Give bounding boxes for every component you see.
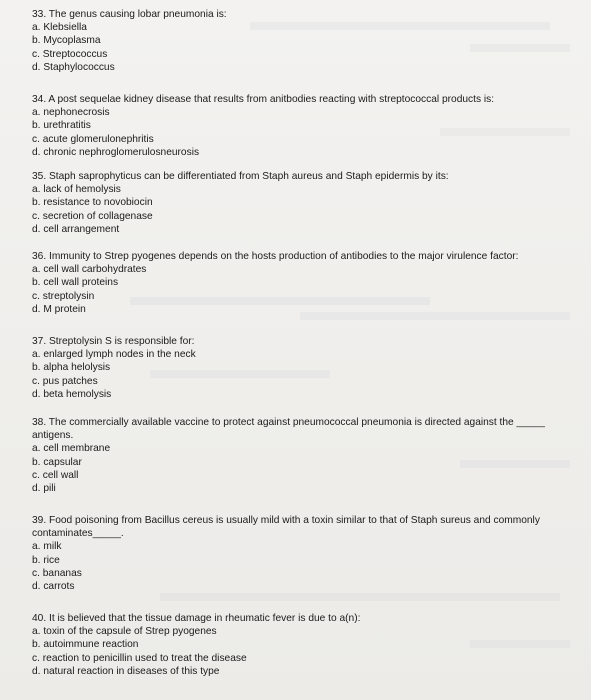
answer-option: b. Mycoplasma [32, 35, 101, 47]
answer-option: a. lack of hemolysis [32, 184, 121, 196]
question-stem: 35. Staph saprophyticus can be differentiated from Staph aureus and Staph epidermis by its: [32, 171, 449, 182]
answer-option: d. beta hemolysis [32, 388, 112, 400]
question-34 [32, 93, 580, 159]
answer-option: d. carrots [32, 581, 75, 593]
answer-option: c. cell wall [32, 469, 79, 481]
question-37 [32, 335, 580, 401]
answer-option: c. streptolysin [32, 290, 95, 302]
answer-option: b. alpha helolysis [32, 362, 111, 374]
question-38 [32, 416, 572, 495]
answer-option: a. toxin of the capsule of Strep pyogenes [32, 626, 217, 638]
answer-option: b. urethratitis [32, 120, 91, 132]
answer-option: c. Streptococcus [32, 48, 108, 60]
question-stem: 39. Food poisoning from Bacillus cereus is usually mild with a toxin similar to that of Staph sureus and commonly contaminates_____. [32, 515, 540, 540]
answer-option: c. reaction to penicillin used to treat the disease [32, 652, 247, 664]
question-stem: 37. Streptolysin S is responsible for: [32, 336, 195, 347]
answer-option: d. natural reaction in diseases of this type [32, 665, 220, 677]
question-33 [32, 8, 580, 74]
answer-option: a. nephonecrosis [32, 107, 110, 119]
question-stem: 36. Immunity to Strep pyogenes depends on the hosts production of antibodies to the major virulence factor: [32, 251, 519, 262]
question-39 [32, 514, 572, 593]
question-stem: 38. The commercially available vaccine to protect against pneumococcal pneumonia is directed against the _____ antigens. [32, 417, 545, 442]
answer-option: c. pus patches [32, 375, 98, 387]
question-stem: 33. The genus causing lobar pneumonia is: [32, 9, 227, 20]
answer-option: c. acute glomerulonephritis [32, 133, 154, 145]
answer-option: a. Klebsiella [32, 22, 87, 34]
answer-option: c. bananas [32, 567, 82, 579]
answer-option: d. Staphylococcus [32, 61, 115, 73]
answer-option: d. M protein [32, 303, 86, 315]
answer-option: c. secretion of collagenase [32, 210, 153, 222]
question-stem: 34. A post sequelae kidney disease that results from anitbodies reacting with streptococcal products is: [32, 94, 495, 105]
answer-option: a. cell wall carbohydrates [32, 264, 147, 276]
question-35 [32, 170, 580, 236]
question-36 [32, 250, 580, 316]
answer-option: d. chronic nephroglomerulosneurosis [32, 146, 200, 158]
answer-option: a. milk [32, 541, 62, 553]
question-40 [32, 612, 580, 678]
answer-option: b. resistance to novobiocin [32, 197, 153, 209]
question-stem: 40. It is believed that the tissue damage in rheumatic fever is due to a(n): [32, 613, 361, 624]
answer-option: d. pili [32, 483, 56, 495]
answer-option: b. rice [32, 554, 60, 566]
answer-option: d. cell arrangement [32, 223, 120, 235]
answer-option: b. capsular [32, 456, 82, 468]
answer-option: b. cell wall proteins [32, 277, 119, 289]
answer-option: a. cell membrane [32, 443, 111, 455]
answer-option: a. enlarged lymph nodes in the neck [32, 349, 196, 361]
answer-option: b. autoimmune reaction [32, 639, 139, 651]
